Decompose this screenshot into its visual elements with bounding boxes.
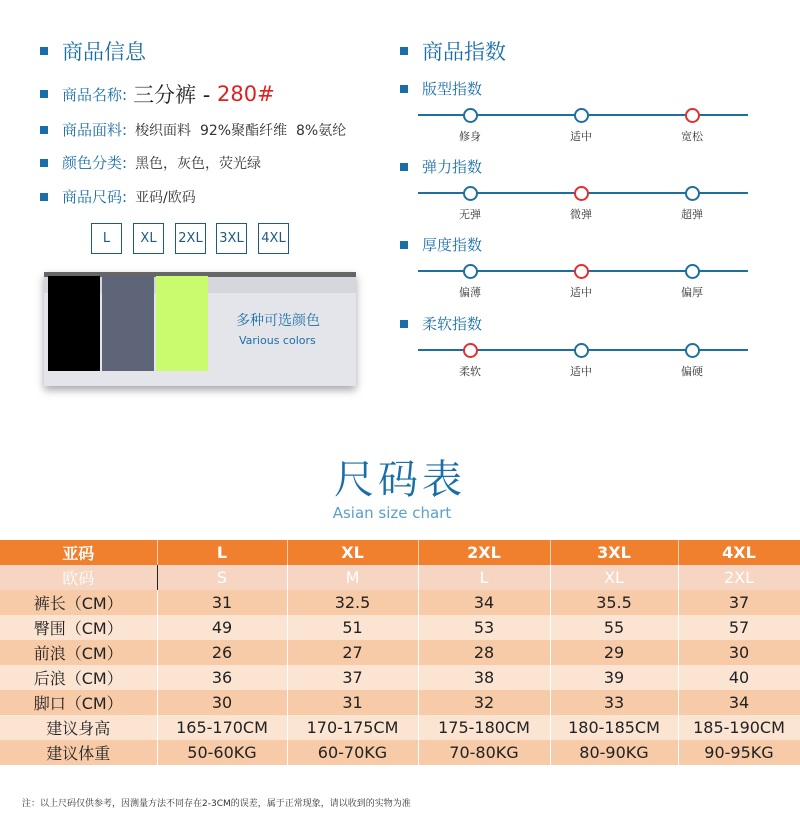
table-cell: 35.5 xyxy=(550,590,678,615)
swatch-caption-cn: 多种可选颜色 xyxy=(236,313,320,329)
scale-marker-selected xyxy=(574,264,589,279)
table-cell: 4XL xyxy=(678,540,800,565)
scale-title-3 xyxy=(400,313,482,334)
bullet-square-icon xyxy=(400,163,408,171)
table-cell: 32 xyxy=(418,690,550,715)
row-label-cell: 后浪（CM） xyxy=(0,665,157,690)
swatch-black[interactable] xyxy=(48,276,100,371)
table-row xyxy=(0,740,800,765)
scale-label: 偏硬 xyxy=(681,365,703,378)
table-row xyxy=(0,665,800,690)
scale-label: 微弹 xyxy=(570,208,592,221)
bullet-square-icon xyxy=(400,320,408,328)
table-row xyxy=(0,690,800,715)
table-cell: 33 xyxy=(550,690,678,715)
table-cell: 30 xyxy=(157,690,287,715)
table-cell: 180-185CM xyxy=(550,715,678,740)
size-option-2xl[interactable]: 2XL xyxy=(175,223,206,254)
table-row xyxy=(0,590,800,615)
product-name-row xyxy=(40,79,275,109)
scale-title-2 xyxy=(400,234,482,255)
table-eu-row xyxy=(0,565,800,590)
table-cell: 37 xyxy=(287,665,418,690)
product-code: 280# xyxy=(217,82,275,106)
table-cell: 57 xyxy=(678,615,800,640)
table-cell: 28 xyxy=(418,640,550,665)
product-color-label: 颜色分类: xyxy=(62,154,128,172)
color-swatch-card xyxy=(44,272,356,386)
table-cell: 60-70KG xyxy=(287,740,418,765)
scale-label: 偏厚 xyxy=(681,286,703,299)
table-cell: 70-80KG xyxy=(418,740,550,765)
table-cell: 31 xyxy=(157,590,287,615)
table-cell: 26 xyxy=(157,640,287,665)
scale-title-1 xyxy=(400,156,482,177)
table-cell: XL xyxy=(287,540,418,565)
table-cell: 39 xyxy=(550,665,678,690)
table-cell: 2XL xyxy=(678,565,800,590)
scale-label: 宽松 xyxy=(681,130,703,143)
swatch-gray[interactable] xyxy=(102,276,154,371)
scale-label: 修身 xyxy=(459,130,481,143)
product-color-row xyxy=(40,152,261,173)
row-label-cell: 亚码 xyxy=(0,540,157,565)
table-cell: 38 xyxy=(418,665,550,690)
bullet-square-icon xyxy=(40,90,48,98)
table-header-row xyxy=(0,540,800,565)
bullet-square-icon xyxy=(40,159,48,167)
product-fabric-label: 商品面料: xyxy=(62,121,128,139)
table-cell: L xyxy=(418,565,550,590)
scale-title-text: 版型指数 xyxy=(422,80,483,98)
row-label-cell: 臀围（CM） xyxy=(0,615,157,640)
scale-title-0 xyxy=(400,78,482,99)
table-row xyxy=(0,715,800,740)
bullet-square-icon xyxy=(40,47,48,55)
scale-marker xyxy=(685,186,700,201)
scale-label: 柔软 xyxy=(459,365,481,378)
table-cell: 51 xyxy=(287,615,418,640)
table-cell: 3XL xyxy=(550,540,678,565)
size-chart-subtitle: Asian size chart xyxy=(332,504,452,522)
table-row xyxy=(0,615,800,640)
size-chart-title: 尺码表 xyxy=(334,457,466,503)
product-color-value: 黑色，灰色，荧光绿 xyxy=(135,155,262,172)
product-fabric-row xyxy=(40,119,346,140)
product-name-value: 三分裤 - xyxy=(133,83,217,107)
product-size-row xyxy=(40,186,196,207)
table-cell: 36 xyxy=(157,665,287,690)
size-option-3xl[interactable]: 3XL xyxy=(216,223,247,254)
scale-title-text: 厚度指数 xyxy=(422,236,483,254)
size-option-4xl[interactable]: 4XL xyxy=(258,223,289,254)
row-label-cell: 建议身高 xyxy=(0,715,157,740)
table-cell: 31 xyxy=(287,690,418,715)
swatch-neon-green[interactable] xyxy=(156,276,208,371)
table-cell: 49 xyxy=(157,615,287,640)
table-cell: 34 xyxy=(678,690,800,715)
row-label-cell: 裤长（CM） xyxy=(0,590,157,615)
scale-marker xyxy=(574,343,589,358)
row-label-cell: 建议体重 xyxy=(0,740,157,765)
bullet-square-icon xyxy=(400,241,408,249)
table-cell: 30 xyxy=(678,640,800,665)
scale-label: 适中 xyxy=(570,130,592,143)
scale-label: 适中 xyxy=(570,365,592,378)
row-label-cell: 前浪（CM） xyxy=(0,640,157,665)
scale-marker xyxy=(463,264,478,279)
product-size-value: 亚码/欧码 xyxy=(135,189,196,206)
bullet-square-icon xyxy=(400,47,408,55)
scale-marker-selected xyxy=(574,186,589,201)
table-cell: 37 xyxy=(678,590,800,615)
table-cell: 90-95KG xyxy=(678,740,800,765)
bullet-square-icon xyxy=(40,126,48,134)
table-cell: 34 xyxy=(418,590,550,615)
table-cell: 55 xyxy=(550,615,678,640)
size-option-l[interactable]: L xyxy=(91,223,122,254)
table-cell: 175-180CM xyxy=(418,715,550,740)
table-cell: 185-190CM xyxy=(678,715,800,740)
scale-title-text: 弹力指数 xyxy=(422,158,483,176)
scale-label: 无弹 xyxy=(459,208,481,221)
scale-marker xyxy=(574,108,589,123)
table-cell: 27 xyxy=(287,640,418,665)
scale-label: 超弹 xyxy=(681,208,703,221)
table-cell: 32.5 xyxy=(287,590,418,615)
table-cell: 80-90KG xyxy=(550,740,678,765)
size-option-xl[interactable]: XL xyxy=(133,223,164,254)
table-cell: S xyxy=(157,565,287,590)
scale-marker xyxy=(463,186,478,201)
table-cell: 53 xyxy=(418,615,550,640)
product-index-heading: 商品指数 xyxy=(400,36,506,66)
size-note: 注：以上尺码仅供参考，因测量方法不同存在2-3CM的误差，属于正常现象，请以收到的实物为准 xyxy=(22,799,411,809)
scale-marker-selected xyxy=(463,343,478,358)
scale-marker-selected xyxy=(685,108,700,123)
row-label-cell: 欧码 xyxy=(0,565,157,590)
bullet-square-icon xyxy=(40,193,48,201)
table-cell: XL xyxy=(550,565,678,590)
product-name-label: 商品名称: xyxy=(62,85,128,104)
table-cell: M xyxy=(287,565,418,590)
row-label-cell: 脚口（CM） xyxy=(0,690,157,715)
scale-marker xyxy=(463,108,478,123)
scale-label: 适中 xyxy=(570,286,592,299)
bullet-square-icon xyxy=(400,85,408,93)
table-cell: L xyxy=(157,540,287,565)
table-cell: 50-60KG xyxy=(157,740,287,765)
scale-label: 偏薄 xyxy=(459,286,481,299)
table-cell: 40 xyxy=(678,665,800,690)
product-fabric-value: 梭织面料 92%聚酯纤维 8%氨纶 xyxy=(135,122,347,139)
table-cell: 29 xyxy=(550,640,678,665)
table-cell: 165-170CM xyxy=(157,715,287,740)
product-info-heading: 商品信息 xyxy=(40,36,146,66)
size-table xyxy=(0,540,800,765)
scale-title-text: 柔软指数 xyxy=(422,315,483,333)
swatch-caption-en: Various colors xyxy=(239,334,316,347)
scale-marker xyxy=(685,343,700,358)
product-size-label: 商品尺码: xyxy=(62,188,128,206)
table-cell: 170-175CM xyxy=(287,715,418,740)
table-row xyxy=(0,640,800,665)
scale-marker xyxy=(685,264,700,279)
table-cell: 2XL xyxy=(418,540,550,565)
